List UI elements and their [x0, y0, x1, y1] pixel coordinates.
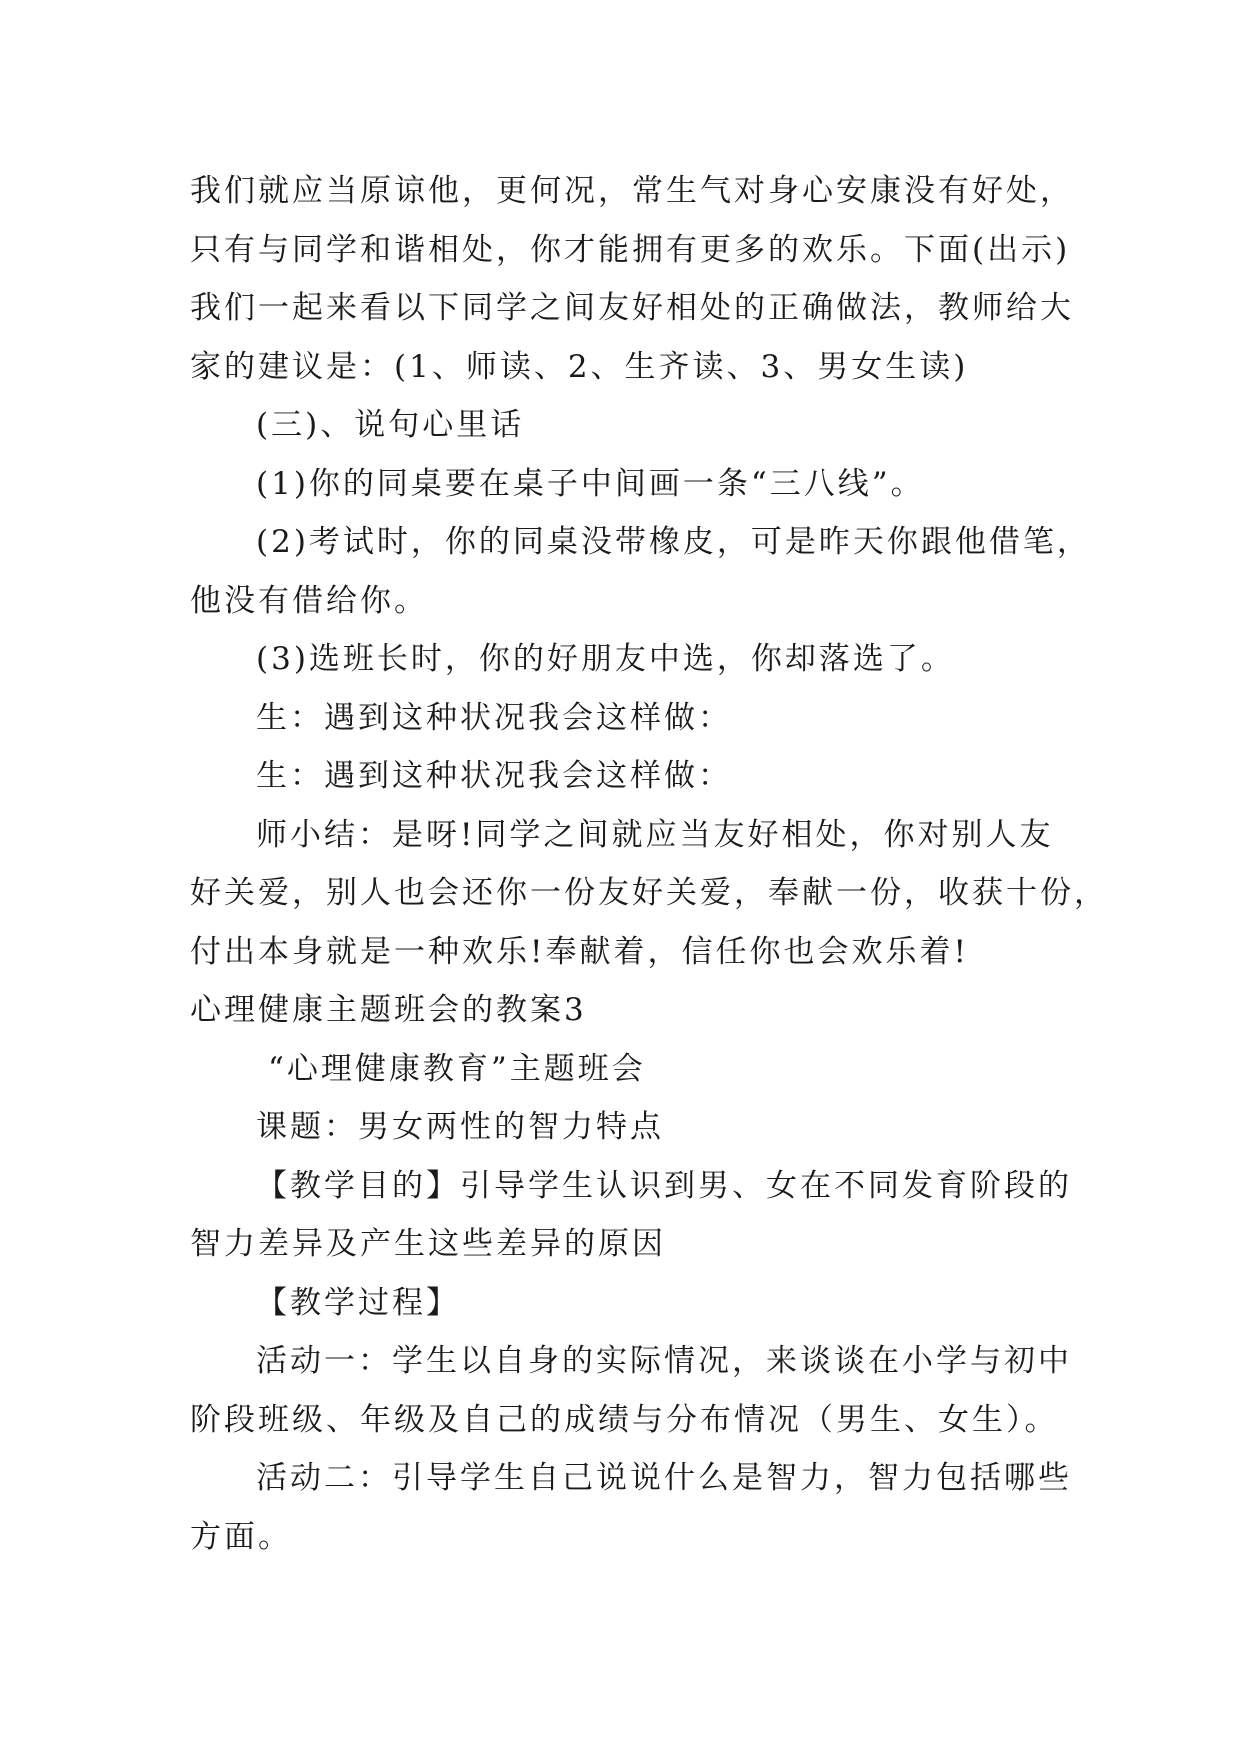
section-heading: (三)、说句心里话: [256, 407, 525, 443]
paragraph-line: 生：遇到这种状况我会这样做：: [256, 758, 732, 794]
paragraph-line: 我们就应当原谅他，更何况，常生气对身心安康没有好处，: [190, 173, 1074, 209]
paragraph-line: 生：遇到这种状况我会这样做：: [256, 699, 732, 736]
paragraph-line: 【教学目的】引导学生认识到男、女在不同发育阶段的: [256, 1167, 1072, 1204]
document-body: [190, 162, 1108, 1566]
paragraph-line: 智力差异及产生这些差异的原因: [190, 1226, 666, 1262]
list-item: (1)你的同桌要在桌子中间画一条“三八线”。: [256, 465, 925, 502]
paragraph-line: 我们一起来看以下同学之间友好相处的正确做法，教师给大: [190, 290, 1074, 326]
paragraph-line: 方面。: [190, 1518, 292, 1555]
paragraph-line: 他没有借给你。: [190, 582, 428, 619]
paragraph-line: 家的建议是：(1、师读、2、生齐读、3、男女生读): [190, 348, 969, 385]
paragraph-line: 阶段班级、年级及自己的成绩与分布情况（男生、女生）。: [190, 1401, 1059, 1438]
paragraph-line: 好关爱，别人也会还你一份友好关爱，奉献一份，收获十份，: [190, 875, 1108, 911]
subtitle: “心理健康教育”主题班会: [268, 1050, 646, 1087]
list-item: (2)考试时，你的同桌没带橡皮，可是昨天你跟他借笔，: [256, 524, 1091, 560]
paragraph-line: 活动二：引导学生自己说说什么是智力，智力包括哪些: [256, 1460, 1072, 1496]
paragraph-line: 付出本身就是一种欢乐!奉献着，信任你也会欢乐着!: [190, 933, 969, 970]
topic-line: 课题：男女两性的智力特点: [256, 1109, 664, 1145]
paragraph-line: 师小结：是呀!同学之间就应当友好相处，你对别人友: [256, 816, 1054, 853]
list-item: (3)选班长时，你的好朋友中选，你却落选了。: [256, 641, 955, 677]
paragraph-line: 活动一：学生以自身的实际情况，来谈谈在小学与初中: [256, 1343, 1072, 1379]
paragraph-line: 只有与同学和谐相处，你才能拥有更多的欢乐。下面(出示): [190, 231, 1071, 268]
section-heading: 【教学过程】: [256, 1284, 460, 1321]
document-title: 心理健康主题班会的教案3: [190, 992, 587, 1028]
